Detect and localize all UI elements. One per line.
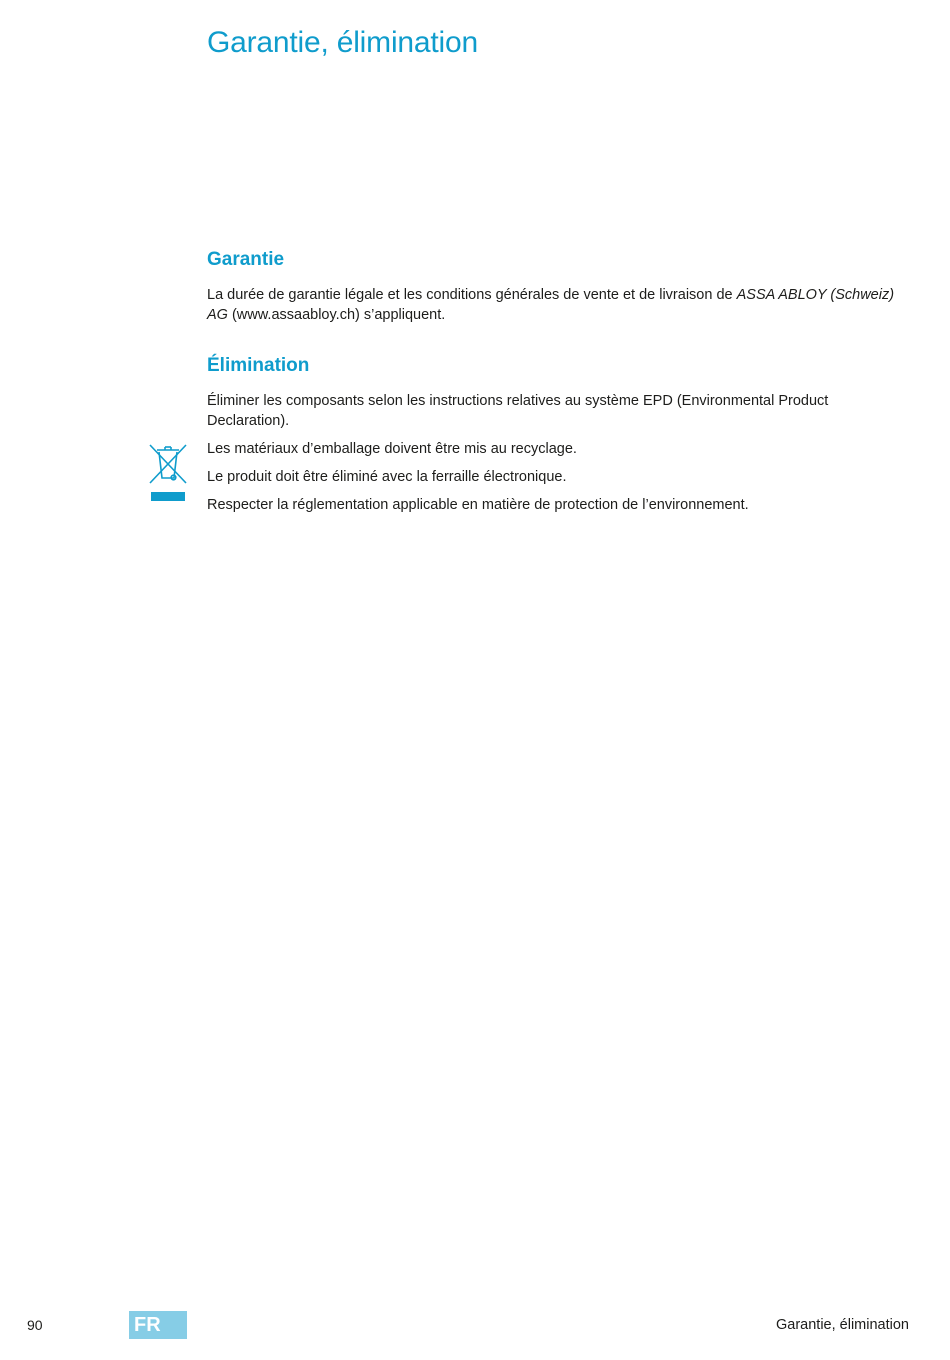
garantie-text-after: (www.assaabloy.ch) s’appliquent. bbox=[227, 307, 446, 323]
elimination-paragraph-1: Éliminer les composants selon les instructions relatives au système EPD (Environmental Product Declaration). bbox=[207, 393, 829, 429]
footer-language-tab: FR bbox=[129, 1311, 187, 1339]
elimination-paragraph-2: Les matériaux d’emballage doivent être mis au recyclage. bbox=[207, 441, 577, 457]
company-name: ASSA ABLOY (Schweiz) AG bbox=[207, 287, 895, 323]
weee-crossed-bin-icon bbox=[146, 441, 190, 503]
page-title: Garantie, élimination bbox=[207, 26, 478, 59]
section-garantie bbox=[207, 248, 907, 333]
elimination-paragraph-4: Respecter la réglementation applicable en matière de protection de l’environnement. bbox=[207, 497, 749, 513]
section-elimination bbox=[207, 354, 907, 523]
garantie-text-before: La durée de garantie légale et les conditions générales de vente et de livraison de bbox=[207, 287, 737, 303]
footer-page-number: 90 bbox=[27, 1317, 43, 1333]
section-heading-garantie: Garantie bbox=[207, 249, 285, 270]
section-heading-elimination: Élimination bbox=[207, 355, 310, 376]
elimination-paragraph-3: Le produit doit être éliminé avec la ferraille électronique. bbox=[207, 469, 567, 485]
garantie-paragraph bbox=[207, 285, 907, 325]
footer-section-title: Garantie, élimination bbox=[776, 1317, 909, 1333]
